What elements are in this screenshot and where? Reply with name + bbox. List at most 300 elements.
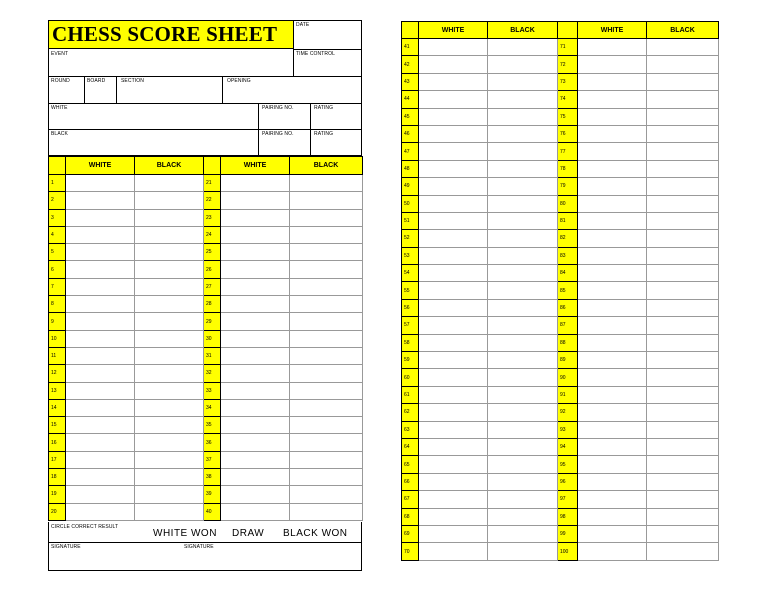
white-move-cell[interactable] [66, 417, 135, 434]
white-move-cell[interactable] [221, 175, 290, 192]
move-number: 82 [558, 230, 578, 247]
black-move-cell[interactable] [647, 247, 719, 264]
white-move-cell[interactable] [221, 330, 290, 347]
move-row [49, 434, 363, 451]
white-move-cell[interactable] [578, 125, 647, 142]
black-move-cell[interactable] [647, 352, 719, 369]
black-move-cell[interactable] [647, 178, 719, 195]
move-row [49, 261, 363, 278]
black-move-cell[interactable] [647, 508, 719, 525]
white-move-cell[interactable] [66, 382, 135, 399]
move-row [49, 296, 363, 313]
move-number: 10 [49, 330, 66, 347]
white-move-cell[interactable] [419, 230, 488, 247]
white-move-cell[interactable] [578, 438, 647, 455]
black-move-cell[interactable] [135, 209, 204, 226]
black-move-cell[interactable] [290, 347, 363, 364]
white-move-cell[interactable] [66, 469, 135, 486]
move-number: 87 [558, 317, 578, 334]
move-number: 83 [558, 247, 578, 264]
black-move-cell[interactable] [647, 265, 719, 282]
move-number: 45 [402, 108, 419, 125]
black-move-cell[interactable] [488, 352, 558, 369]
white-move-cell[interactable] [66, 226, 135, 243]
white-move-cell[interactable] [221, 296, 290, 313]
move-number: 99 [558, 525, 578, 542]
move-number: 58 [402, 334, 419, 351]
white-move-cell[interactable] [221, 486, 290, 503]
black-move-cell[interactable] [290, 313, 363, 330]
black-move-cell[interactable] [647, 73, 719, 90]
white-move-cell[interactable] [578, 212, 647, 229]
move-row [49, 278, 363, 295]
move-number: 16 [49, 434, 66, 451]
white-move-cell[interactable] [578, 421, 647, 438]
white-move-cell[interactable] [66, 278, 135, 295]
move-number: 44 [402, 91, 419, 108]
black-move-cell[interactable] [488, 438, 558, 455]
date-field[interactable] [293, 20, 362, 50]
move-number: 31 [204, 347, 221, 364]
white-player-field[interactable] [48, 103, 258, 129]
white-move-cell[interactable] [419, 491, 488, 508]
move-number: 39 [204, 486, 221, 503]
black-move-cell[interactable] [488, 125, 558, 142]
move-number: 17 [49, 451, 66, 468]
white-move-cell[interactable] [578, 91, 647, 108]
move-number: 24 [204, 226, 221, 243]
black-move-cell[interactable] [290, 296, 363, 313]
white-move-cell[interactable] [578, 491, 647, 508]
black-move-cell[interactable] [290, 399, 363, 416]
black-column-header: BLACK [135, 157, 204, 175]
white-move-cell[interactable] [221, 382, 290, 399]
move-number: 32 [204, 365, 221, 382]
white-move-cell[interactable] [578, 369, 647, 386]
move-number: 20 [49, 503, 66, 520]
white-move-cell[interactable] [419, 282, 488, 299]
move-number: 79 [558, 178, 578, 195]
white-move-cell[interactable] [578, 247, 647, 264]
black-move-cell[interactable] [290, 175, 363, 192]
black-move-cell[interactable] [135, 347, 204, 364]
black-move-cell[interactable] [290, 244, 363, 261]
white-move-cell[interactable] [221, 451, 290, 468]
move-number: 2 [49, 192, 66, 209]
white-move-cell[interactable] [419, 438, 488, 455]
black-move-cell[interactable] [488, 421, 558, 438]
black-move-cell[interactable] [488, 230, 558, 247]
white-move-cell[interactable] [66, 296, 135, 313]
white-move-cell[interactable] [578, 525, 647, 542]
white-move-cell[interactable] [419, 160, 488, 177]
white-move-cell[interactable] [419, 108, 488, 125]
white-move-cell[interactable] [419, 56, 488, 73]
black-move-cell[interactable] [647, 421, 719, 438]
move-row [402, 160, 719, 177]
white-move-cell[interactable] [66, 175, 135, 192]
move-row [49, 313, 363, 330]
black-move-cell[interactable] [135, 278, 204, 295]
move-row [49, 503, 363, 520]
board-label: BOARD [87, 78, 106, 84]
white-move-cell[interactable] [419, 473, 488, 490]
move-number: 9 [49, 313, 66, 330]
black-move-cell[interactable] [647, 212, 719, 229]
black-move-cell[interactable] [647, 491, 719, 508]
black-move-cell[interactable] [135, 382, 204, 399]
move-number: 3 [49, 209, 66, 226]
move-number: 64 [402, 438, 419, 455]
move-row [402, 265, 719, 282]
black-move-cell[interactable] [488, 282, 558, 299]
white-move-cell[interactable] [419, 125, 488, 142]
white-move-cell[interactable] [66, 347, 135, 364]
white-move-cell[interactable] [578, 39, 647, 56]
black-move-cell[interactable] [488, 265, 558, 282]
black-move-cell[interactable] [647, 438, 719, 455]
white-move-cell[interactable] [419, 212, 488, 229]
black-move-cell[interactable] [290, 417, 363, 434]
white-move-cell[interactable] [419, 247, 488, 264]
black-move-cell[interactable] [488, 299, 558, 316]
black-move-cell[interactable] [647, 230, 719, 247]
time-control-field[interactable] [293, 49, 362, 76]
black-move-cell[interactable] [290, 503, 363, 520]
white-move-cell[interactable] [578, 334, 647, 351]
black-move-cell[interactable] [290, 469, 363, 486]
move-row [402, 91, 719, 108]
white-move-cell[interactable] [66, 209, 135, 226]
move-row [402, 282, 719, 299]
white-move-cell[interactable] [578, 160, 647, 177]
black-move-cell[interactable] [647, 160, 719, 177]
black-move-cell[interactable] [488, 543, 558, 560]
white-move-cell[interactable] [578, 299, 647, 316]
black-move-cell[interactable] [135, 451, 204, 468]
black-move-cell[interactable] [290, 192, 363, 209]
black-move-cell[interactable] [290, 209, 363, 226]
black-move-cell[interactable] [488, 56, 558, 73]
move-number: 47 [402, 143, 419, 160]
black-move-cell[interactable] [488, 334, 558, 351]
black-move-cell[interactable] [647, 282, 719, 299]
signature-field-black[interactable] [181, 542, 362, 571]
black-move-cell[interactable] [647, 299, 719, 316]
black-move-cell[interactable] [135, 261, 204, 278]
white-move-cell[interactable] [578, 178, 647, 195]
white-move-cell[interactable] [419, 421, 488, 438]
black-move-cell[interactable] [647, 91, 719, 108]
move-number: 37 [204, 451, 221, 468]
white-move-cell[interactable] [419, 178, 488, 195]
move-number: 65 [402, 456, 419, 473]
black-move-cell[interactable] [290, 451, 363, 468]
white-move-cell[interactable] [221, 417, 290, 434]
black-move-cell[interactable] [488, 212, 558, 229]
move-number: 42 [402, 56, 419, 73]
move-row [402, 352, 719, 369]
black-player-field[interactable] [48, 129, 258, 155]
white-move-cell[interactable] [578, 352, 647, 369]
black-move-cell[interactable] [290, 330, 363, 347]
white-column-header: WHITE [578, 22, 647, 39]
white-move-cell[interactable] [419, 508, 488, 525]
move-number: 33 [204, 382, 221, 399]
white-move-cell[interactable] [578, 230, 647, 247]
black-move-cell[interactable] [488, 160, 558, 177]
white-move-cell[interactable] [66, 313, 135, 330]
black-move-cell[interactable] [647, 125, 719, 142]
white-move-cell[interactable] [221, 244, 290, 261]
move-row [49, 486, 363, 503]
black-move-cell[interactable] [647, 473, 719, 490]
white-move-cell[interactable] [66, 451, 135, 468]
white-move-cell[interactable] [419, 369, 488, 386]
white-move-cell[interactable] [221, 399, 290, 416]
black-move-cell[interactable] [647, 39, 719, 56]
black-move-cell[interactable] [290, 365, 363, 382]
black-move-cell[interactable] [488, 508, 558, 525]
white-move-cell[interactable] [66, 486, 135, 503]
move-number: 67 [402, 491, 419, 508]
move-number: 26 [204, 261, 221, 278]
black-move-cell[interactable] [135, 175, 204, 192]
black-move-cell[interactable] [647, 543, 719, 560]
black-move-cell[interactable] [647, 456, 719, 473]
white-move-cell[interactable] [66, 244, 135, 261]
black-move-cell[interactable] [488, 525, 558, 542]
black-move-cell[interactable] [488, 456, 558, 473]
white-move-cell[interactable] [419, 317, 488, 334]
white-move-cell[interactable] [419, 525, 488, 542]
black-move-cell[interactable] [135, 469, 204, 486]
white-move-cell[interactable] [419, 265, 488, 282]
white-move-cell[interactable] [221, 434, 290, 451]
move-number: 88 [558, 334, 578, 351]
white-move-cell[interactable] [578, 282, 647, 299]
move-number: 96 [558, 473, 578, 490]
black-move-cell[interactable] [488, 317, 558, 334]
white-move-cell[interactable] [419, 334, 488, 351]
white-move-cell[interactable] [66, 330, 135, 347]
white-move-cell[interactable] [66, 503, 135, 520]
white-move-cell[interactable] [66, 261, 135, 278]
move-number: 8 [49, 296, 66, 313]
black-move-cell[interactable] [488, 39, 558, 56]
white-move-cell[interactable] [419, 39, 488, 56]
black-move-cell[interactable] [290, 382, 363, 399]
black-move-cell[interactable] [488, 108, 558, 125]
black-move-cell[interactable] [135, 192, 204, 209]
black-move-cell[interactable] [135, 434, 204, 451]
black-move-cell[interactable] [647, 143, 719, 160]
white-move-cell[interactable] [221, 192, 290, 209]
black-move-cell[interactable] [488, 247, 558, 264]
white-move-cell[interactable] [66, 434, 135, 451]
black-move-cell[interactable] [488, 73, 558, 90]
black-move-cell[interactable] [488, 143, 558, 160]
move-row [49, 226, 363, 243]
round-label: ROUND [51, 78, 70, 84]
move-number: 86 [558, 299, 578, 316]
white-move-cell[interactable] [221, 313, 290, 330]
white-move-cell[interactable] [221, 226, 290, 243]
move-number: 80 [558, 195, 578, 212]
move-number: 76 [558, 125, 578, 142]
black-move-cell[interactable] [647, 334, 719, 351]
move-row [402, 108, 719, 125]
black-move-cell[interactable] [488, 369, 558, 386]
white-move-cell[interactable] [578, 108, 647, 125]
black-move-cell[interactable] [488, 91, 558, 108]
event-field[interactable] [48, 49, 293, 76]
black-move-cell[interactable] [488, 473, 558, 490]
white-move-cell[interactable] [578, 404, 647, 421]
move-number: 52 [402, 230, 419, 247]
move-number: 53 [402, 247, 419, 264]
move-number: 62 [402, 404, 419, 421]
moves-table-41-100 [401, 21, 719, 561]
white-player-label: WHITE [51, 105, 68, 111]
move-row [49, 451, 363, 468]
move-number: 23 [204, 209, 221, 226]
black-move-cell[interactable] [290, 486, 363, 503]
move-row [402, 421, 719, 438]
white-move-cell[interactable] [578, 56, 647, 73]
move-number: 97 [558, 491, 578, 508]
move-number: 90 [558, 369, 578, 386]
white-move-cell[interactable] [419, 91, 488, 108]
white-move-cell[interactable] [221, 261, 290, 278]
white-move-cell[interactable] [419, 143, 488, 160]
move-row [402, 178, 719, 195]
white-move-cell[interactable] [221, 209, 290, 226]
move-row [49, 209, 363, 226]
black-move-cell[interactable] [135, 417, 204, 434]
black-move-cell[interactable] [135, 226, 204, 243]
black-move-cell[interactable] [135, 503, 204, 520]
black-won-option[interactable]: BLACK WON [283, 528, 348, 539]
white-move-cell[interactable] [578, 143, 647, 160]
move-number: 27 [204, 278, 221, 295]
white-move-cell[interactable] [66, 365, 135, 382]
move-number: 55 [402, 282, 419, 299]
white-won-option[interactable]: WHITE WON [153, 528, 217, 539]
white-move-cell[interactable] [578, 265, 647, 282]
black-move-cell[interactable] [488, 491, 558, 508]
black-move-cell[interactable] [647, 108, 719, 125]
black-move-cell[interactable] [647, 386, 719, 403]
move-number: 92 [558, 404, 578, 421]
black-pairing-label: PAIRING NO. [262, 131, 294, 137]
black-move-cell[interactable] [135, 365, 204, 382]
black-move-cell[interactable] [647, 56, 719, 73]
draw-option[interactable]: DRAW [232, 528, 265, 539]
black-move-cell[interactable] [488, 386, 558, 403]
black-move-cell[interactable] [135, 244, 204, 261]
move-row [49, 347, 363, 364]
move-row [402, 56, 719, 73]
white-move-cell[interactable] [419, 299, 488, 316]
white-move-cell[interactable] [419, 195, 488, 212]
black-move-cell[interactable] [135, 399, 204, 416]
move-number: 54 [402, 265, 419, 282]
white-move-cell[interactable] [221, 503, 290, 520]
time-control-label: TIME CONTROL [296, 51, 335, 57]
black-column-header: BLACK [290, 157, 363, 175]
black-move-cell[interactable] [647, 195, 719, 212]
move-number: 18 [49, 469, 66, 486]
white-move-cell[interactable] [578, 386, 647, 403]
black-move-cell[interactable] [290, 278, 363, 295]
black-move-cell[interactable] [488, 404, 558, 421]
black-move-cell[interactable] [135, 486, 204, 503]
moves-table-1-40 [48, 156, 363, 521]
white-move-cell[interactable] [578, 543, 647, 560]
move-row [402, 386, 719, 403]
white-move-cell[interactable] [221, 278, 290, 295]
white-move-cell[interactable] [419, 352, 488, 369]
move-number: 68 [402, 508, 419, 525]
move-number: 66 [402, 473, 419, 490]
black-move-cell[interactable] [647, 404, 719, 421]
white-move-cell[interactable] [419, 543, 488, 560]
black-move-cell[interactable] [290, 261, 363, 278]
white-move-cell[interactable] [66, 192, 135, 209]
black-move-cell[interactable] [647, 317, 719, 334]
black-move-cell[interactable] [135, 313, 204, 330]
move-row [402, 143, 719, 160]
white-move-cell[interactable] [419, 404, 488, 421]
signature-field-white[interactable] [48, 542, 181, 571]
move-number: 28 [204, 296, 221, 313]
white-move-cell[interactable] [419, 456, 488, 473]
white-move-cell[interactable] [419, 386, 488, 403]
black-move-cell[interactable] [488, 195, 558, 212]
white-column-header: WHITE [419, 22, 488, 39]
move-number: 46 [402, 125, 419, 142]
move-number: 57 [402, 317, 419, 334]
move-number: 19 [49, 486, 66, 503]
white-move-cell[interactable] [578, 73, 647, 90]
white-move-cell[interactable] [66, 399, 135, 416]
white-move-cell[interactable] [221, 365, 290, 382]
black-move-cell[interactable] [135, 296, 204, 313]
white-move-cell[interactable] [221, 469, 290, 486]
move-number: 5 [49, 244, 66, 261]
move-number: 40 [204, 503, 221, 520]
black-move-cell[interactable] [647, 369, 719, 386]
move-row [49, 469, 363, 486]
white-move-cell[interactable] [578, 456, 647, 473]
black-move-cell[interactable] [647, 525, 719, 542]
white-move-cell[interactable] [578, 473, 647, 490]
black-move-cell[interactable] [290, 434, 363, 451]
black-move-cell[interactable] [135, 330, 204, 347]
black-move-cell[interactable] [290, 226, 363, 243]
white-move-cell[interactable] [221, 347, 290, 364]
move-number: 48 [402, 160, 419, 177]
move-row [49, 399, 363, 416]
white-move-cell[interactable] [578, 195, 647, 212]
white-move-cell[interactable] [578, 508, 647, 525]
black-player-label: BLACK [51, 131, 68, 137]
white-move-cell[interactable] [578, 317, 647, 334]
move-number: 61 [402, 386, 419, 403]
white-move-cell[interactable] [419, 73, 488, 90]
black-move-cell[interactable] [488, 178, 558, 195]
